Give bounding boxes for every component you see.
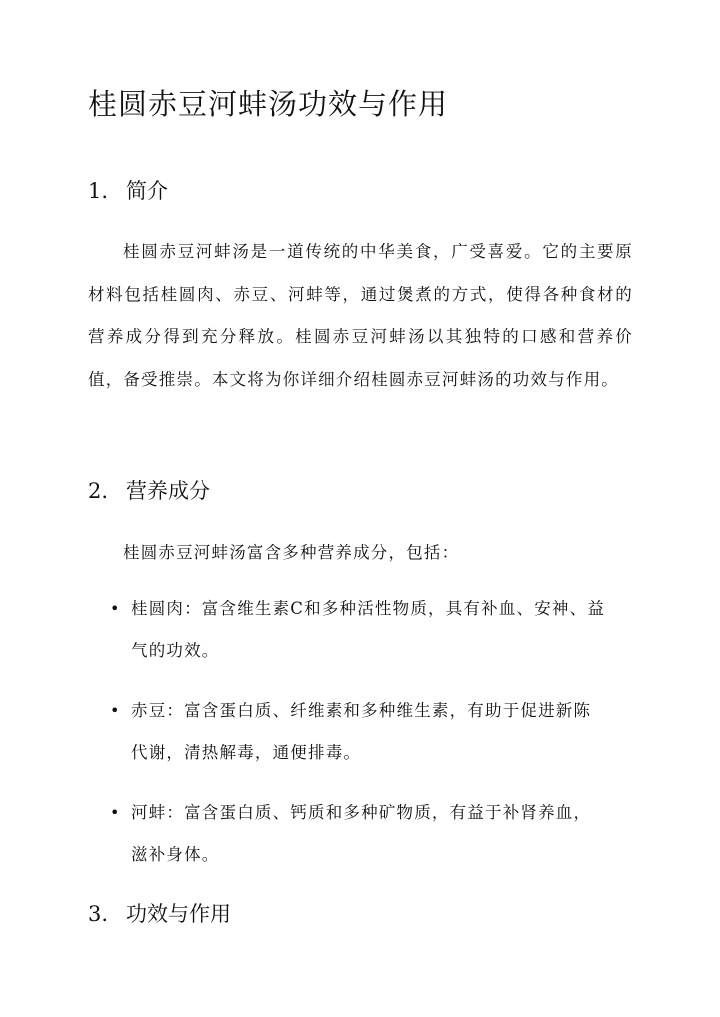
list-item	[131, 588, 631, 672]
page-title: 桂圆赤豆河蚌汤功效与作用	[88, 87, 449, 121]
nutrition-intro: 桂圆赤豆河蚌汤富含多种营养成分，包括：	[123, 543, 460, 562]
list-item	[131, 792, 631, 876]
list-item-line: 代谢，清热解毒，通便排毒。	[131, 743, 362, 762]
section-heading-effects	[88, 899, 231, 929]
section-heading-intro	[88, 176, 168, 206]
intro-paragraph: 桂圆赤豆河蚌汤是一道传统的中华美食，广受喜爱。它的主要原材料包括桂圆肉、赤豆、河蚌等，通过煲煮的方式，使得各种食材的营养成分得到充分释放。桂圆赤豆河蚌汤以其独特的口感和营养价值，备受推崇。本文将为你详细介绍桂圆赤豆河蚌汤的功效与作用。	[88, 242, 633, 389]
section-heading-nutrition	[88, 476, 210, 506]
section-title: 营养成分	[126, 479, 210, 503]
section-title: 简介	[126, 179, 168, 203]
section-title: 功效与作用	[126, 902, 231, 926]
list-item-line: 河蚌：富含蛋白质、钙质和多种矿物质，有益于补肾养血，	[131, 803, 592, 822]
section-number: 1.	[88, 179, 109, 203]
section-number: 3.	[88, 902, 109, 926]
list-item	[131, 690, 631, 774]
bullet-icon: •	[110, 599, 120, 618]
bullet-icon: •	[110, 803, 120, 822]
list-item-line: 赤豆：富含蛋白质、纤维素和多种维生素，有助于促进新陈	[131, 701, 592, 720]
list-item-line: 气的功效。	[131, 641, 220, 660]
list-item-line: 桂圆肉：富含维生素C和多种活性物质，具有补血、安神、益	[131, 599, 606, 618]
bullet-icon: •	[110, 701, 120, 720]
section-number: 2.	[88, 479, 109, 503]
list-item-line: 滋补身体。	[131, 845, 220, 864]
